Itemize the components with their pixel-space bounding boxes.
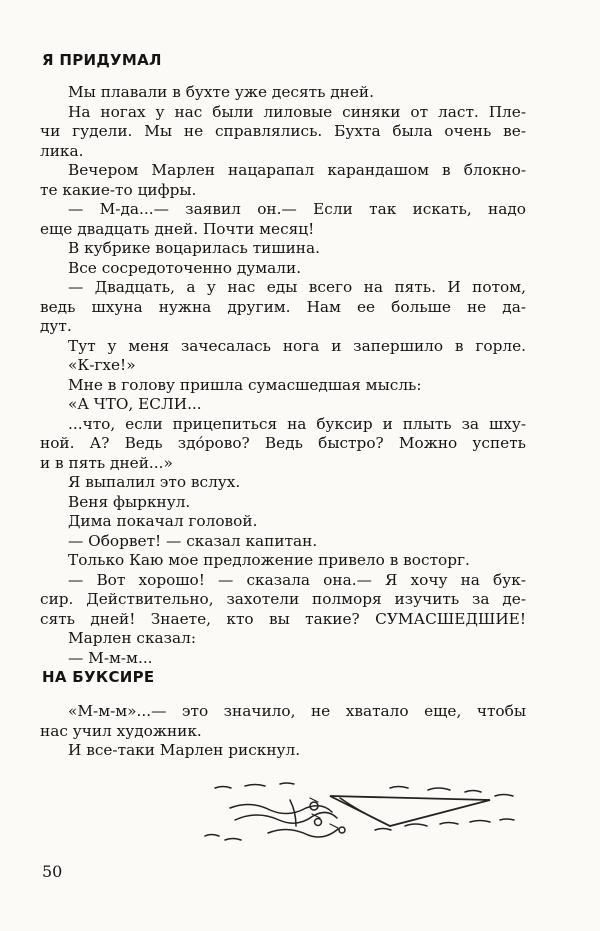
text-line: «М-м-м»...— это значило, не хватало еще, чтобы: [68, 702, 526, 720]
text-line: И все-таки Марлен рискнул.: [68, 741, 301, 759]
text-line: Марлен сказал:: [68, 629, 196, 647]
text-line: ной. А? Ведь здо́рово? Ведь быстро? Можно успеть: [40, 434, 526, 452]
text-line: — Вот хорошо! — сказала она.— Я хочу на бук-: [68, 570, 526, 589]
text-line: — М-да...— заявил он.— Если так искать, надо: [68, 200, 526, 218]
text-line: дут.: [40, 317, 72, 335]
text-line: Мне в голову пришла сумасшедшая мысль:: [68, 375, 422, 394]
text-line: еще двадцать дней. Почти месяц!: [40, 219, 315, 238]
section-heading-ya-pridumal: Я ПРИДУМАЛ: [42, 51, 162, 69]
text-line: «К-гхе!»: [68, 356, 136, 374]
page-number: 50: [42, 862, 63, 881]
text-line: те какие-то цифры.: [40, 180, 197, 199]
text-line: На ногах у нас были лиловые синяки от ласт. Пле-: [68, 102, 526, 121]
text-line: Только Каю мое предложение привело в восторг.: [68, 551, 470, 569]
text-line: Я выпалил это вслух.: [68, 473, 241, 491]
text-line: сир. Действительно, захотели полморя изучить за де-: [40, 590, 526, 608]
text-line: ведь шхуна нужна другим. Нам ее больше не да-: [40, 297, 526, 316]
text-line: нас учил художник.: [40, 721, 202, 740]
section-text-ya-pridumal: [40, 83, 526, 668]
text-line: Мы плавали в бухте уже десять дней.: [68, 83, 374, 101]
section-text-na-buksire: [40, 702, 526, 761]
text-line: ...что, если прицепиться на буксир и плыть за шху-: [68, 414, 526, 433]
text-line: — М-м-м...: [68, 648, 153, 667]
text-line: «А ЧТО, ЕСЛИ...: [68, 395, 202, 413]
text-line: и в пять дней...»: [40, 453, 173, 472]
section-heading-na-buksire: НА БУКСИРЕ: [42, 668, 155, 686]
text-line: Веня фыркнул.: [68, 492, 191, 511]
text-line: Вечером Марлен нацарапал карандашом в блокно-: [68, 161, 526, 179]
text-line: сять дней! Знаете, кто вы такие? СУМАСШЕДШИЕ!: [40, 609, 526, 628]
text-line: Дима покачал головой.: [68, 512, 258, 530]
text-line: лика.: [40, 141, 84, 160]
text-line: — Оборвет! — сказал капитан.: [68, 531, 318, 550]
text-line: В кубрике воцарилась тишина.: [68, 239, 320, 257]
text-line: Тут у меня зачесалась нога и запершило в горле.: [68, 336, 526, 355]
text-line: чи гудели. Мы не справлялись. Бухта была очень ве-: [40, 122, 526, 140]
text-line: Все сосредоточенно думали.: [68, 258, 302, 277]
sailboat-sketch-icon: [190, 778, 530, 848]
text-line: — Двадцать, а у нас еды всего на пять. И потом,: [68, 278, 526, 296]
